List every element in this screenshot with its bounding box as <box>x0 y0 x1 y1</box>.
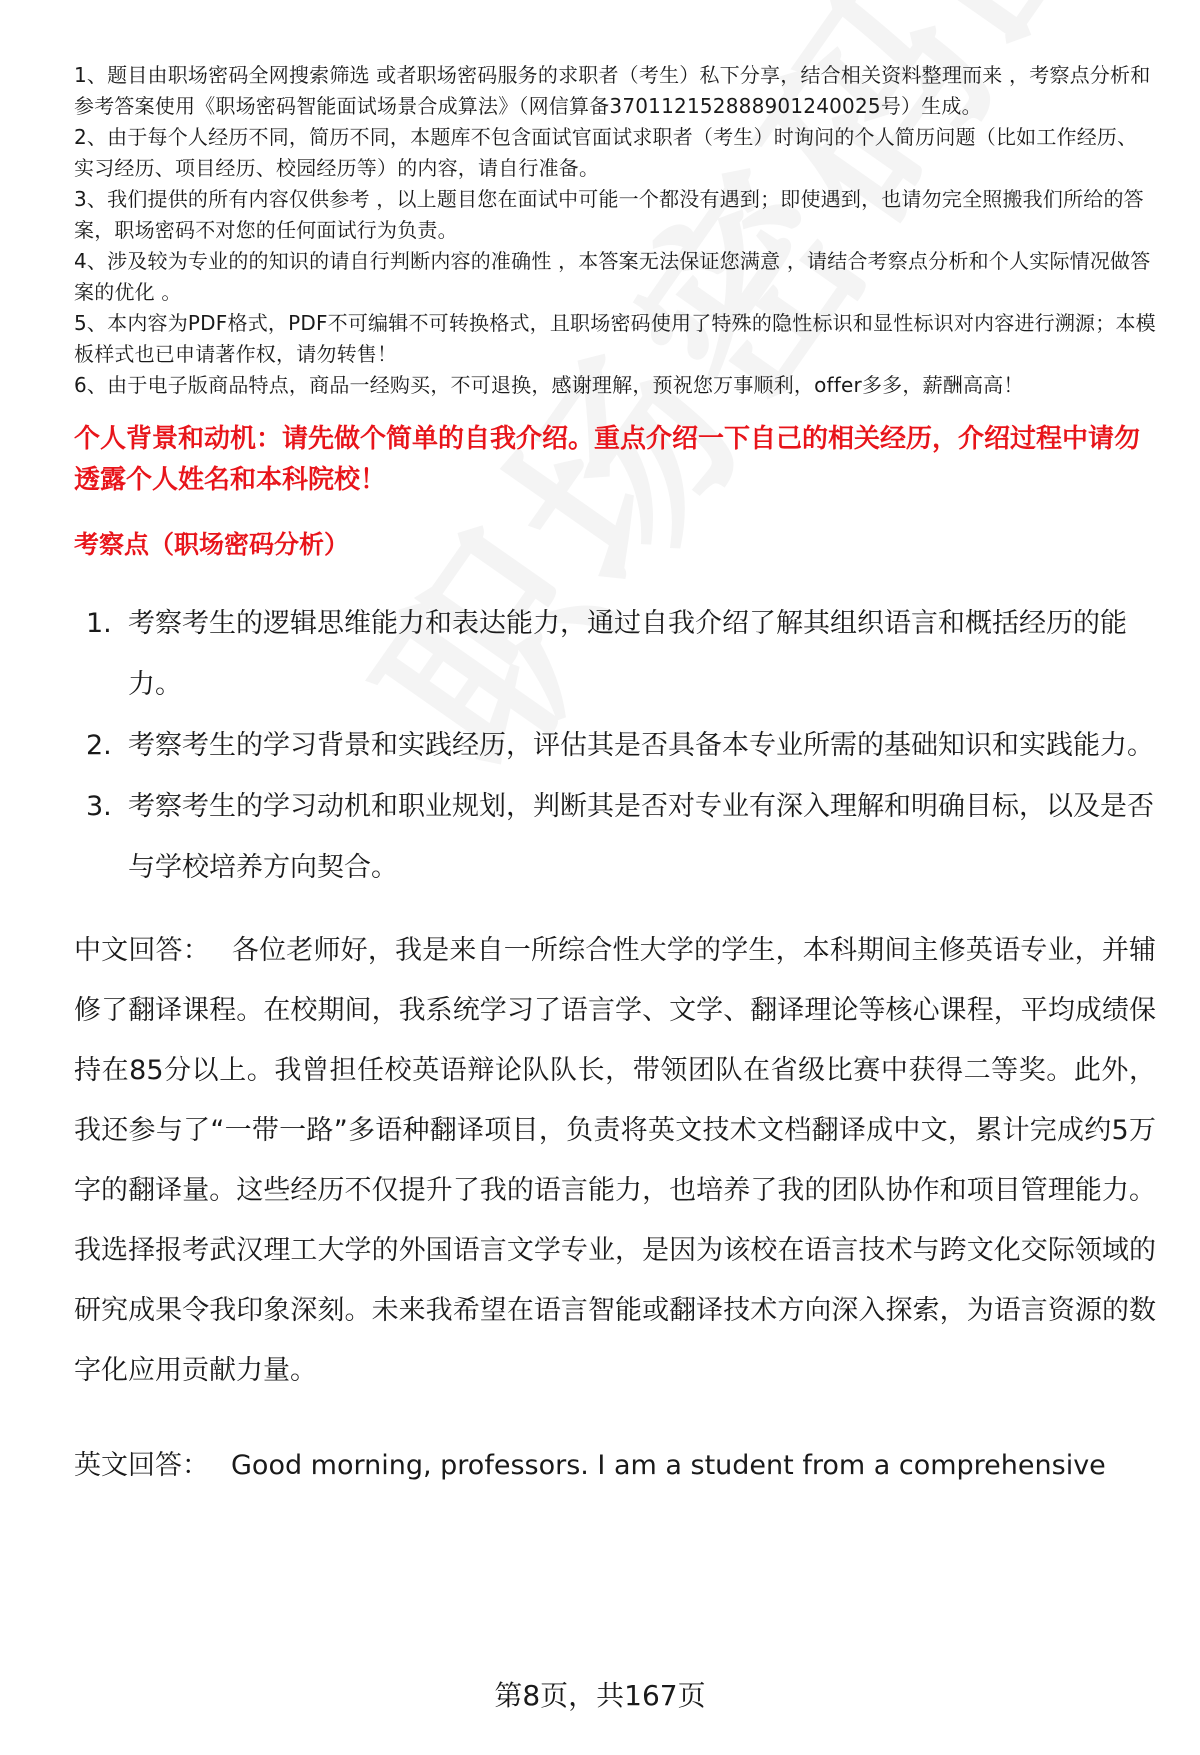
question-heading: 个人背景和动机：请先做个简单的自我介绍。重点介绍一下自己的相关经历，介绍过程中请勿透露个人姓名和本科院校！ <box>74 424 1141 495</box>
point-text: 考察考生的逻辑思维能力和表达能力，通过自我介绍了解其组织语言和概括经历的能力。 <box>128 608 1127 700</box>
notice-list <box>74 60 1156 401</box>
analysis-point <box>74 593 1156 715</box>
analysis-points <box>74 593 1156 898</box>
notice-item-5: 5、本内容为PDF格式，PDF不可编辑不可转换格式，且职场密码使用了特殊的隐性标识和显性标识对内容进行溯源；本模板样式也已申请著作权，请勿转售！ <box>74 311 1156 366</box>
chinese-answer-label: 中文回答： <box>74 935 210 966</box>
chinese-answer-text: 各位老师好，我是来自一所综合性大学的学生，本科期间主修英语专业，并辅修了翻译课程。在校期间，我系统学习了语言学、文学、翻译理论等核心课程，平均成绩保持在85分以上。我曾担任校英语辩论队队长，带领团队在省级比赛中获得二等奖。此外，我还参与了“一带一路”多语种翻译项目，负责将英文技术文档翻译成中文，累计完成约5万字的翻译量。这些经历不仅提升了我的语言能力，也培养了我的团队协作和项目管理能力。我选择报考武汉理工大学的外国语言文学专业，是因为该校在语言技术与跨文化交际领域的研究成果令我印象深刻。未来我希望在语言智能或翻译技术方向深入探索，为语言资源的数字化应用贡献力量。 <box>74 935 1156 1386</box>
point-number: 3. <box>86 791 112 822</box>
notice-item-3: 3、我们提供的所有内容仅供参考 ，以上题目您在面试中可能一个都没有遇到；即使遇到，也请勿完全照搬我们所给的答案，职场密码不对您的任何面试行为负责。 <box>74 187 1144 242</box>
point-text: 考察考生的学习动机和职业规划，判断其是否对专业有深入理解和明确目标，以及是否与学校培养方向契合。 <box>128 791 1154 883</box>
notice-item-2: 2、由于每个人经历不同，简历不同，本题库不包含面试官面试求职者（考生）时询问的个人简历问题（比如工作经历、实习经历、项目经历、校园经历等）的内容，请自行准备。 <box>74 125 1138 180</box>
page-footer: 第8页，共167页 <box>494 1679 706 1712</box>
notice-item-4: 4、涉及较为专业的的知识的请自行判断内容的准确性 ，本答案无法保证您满意 ，请结合考察点分析和个人实际情况做答案的优化 。 <box>74 249 1151 304</box>
document-page <box>74 60 1156 1496</box>
point-text: 考察考生的学习背景和实践经历，评估其是否具备本专业所需的基础知识和实践能力。 <box>128 730 1154 761</box>
english-answer-text: Good morning, professors. I am a student from a comprehensive <box>231 1450 1106 1481</box>
english-answer-label: 英文回答： <box>74 1450 209 1481</box>
notice-item-1: 1、题目由职场密码全网搜索筛选 或者职场密码服务的求职者（考生）私下分享，结合相关资料整理而来 ，考察点分析和参考答案使用《职场密码智能面试场景合成算法》（网信算备370112152888901240025号）生成。 <box>74 63 1151 118</box>
english-answer <box>74 1436 1156 1496</box>
point-number: 1. <box>86 608 112 639</box>
analysis-point <box>74 715 1156 776</box>
analysis-point <box>74 776 1156 898</box>
point-number: 2. <box>86 730 112 761</box>
notice-item-6: 6、由于电子版商品特点，商品一经购买，不可退换，感谢理解，预祝您万事顺利，offer多多，薪酬高高！ <box>74 373 1024 397</box>
analysis-heading: 考察点（职场密码分析） <box>74 530 350 559</box>
chinese-answer <box>74 921 1156 1401</box>
